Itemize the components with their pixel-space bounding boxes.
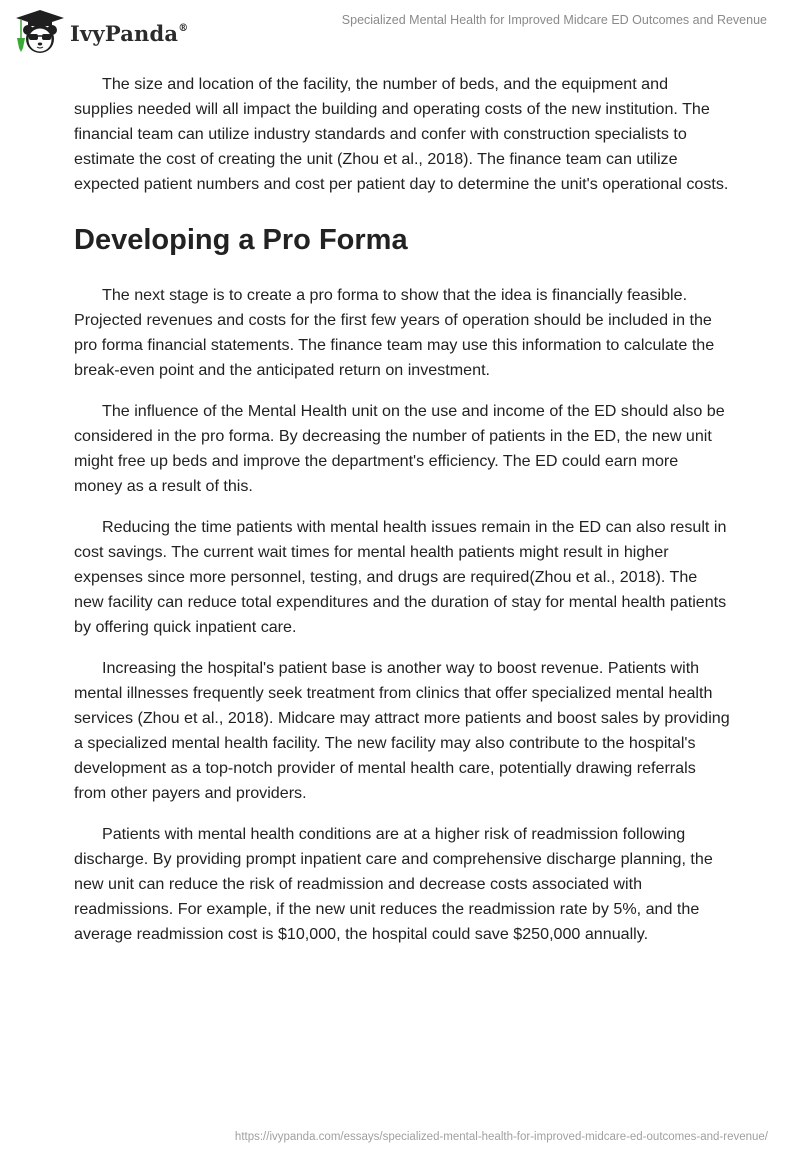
page-header	[0, 0, 800, 60]
source-url[interactable]: https://ivypanda.com/essays/specialized-mental-health-for-improved-midcare-ed-outcomes-and-revenue/	[234, 1131, 768, 1143]
brand-name: IvyPanda®	[70, 20, 189, 46]
document-title: Specialized Mental Health for Improved Midcare ED Outcomes and Revenue	[341, 13, 767, 27]
panda-graduate-icon	[14, 8, 66, 56]
paragraph: The next stage is to create a pro forma to show that the idea is financially feasible. Projected revenues and costs for the first few years of operation should be included in the pro forma financial statements. The finance team may use this information to calculate the break-even point and the anticipated return on investment.	[74, 286, 715, 379]
paragraph: The size and location of the facility, the number of beds, and the equipment and supplies needed will all impact the building and operating costs of the new institution. The financial team can utilize industry standards and confer with construction specialists to estimate the cost of creating the unit (Zhou et al., 2018). The finance team can utilize expected patient numbers and cost per patient day to determine the unit's operational costs.	[74, 75, 729, 193]
paragraph: Patients with mental health conditions are at a higher risk of readmission following discharge. By providing prompt inpatient care and comprehensive discharge planning, the new unit can reduce the risk of readmission and decrease costs associated with readmissions. For example, if the new unit reduces the readmission rate by 5%, and the average readmission cost is $10,000, the hospital could save $250,000 annually.	[74, 825, 713, 943]
paragraph: The influence of the Mental Health unit on the use and income of the ED should also be considered in the pro forma. By decreasing the number of patients in the ED, the new unit might free up beds and improve the department's efficiency. The ED could earn more money as a result of this.	[74, 402, 725, 495]
ivypanda-logo[interactable]	[14, 8, 188, 56]
essay-content	[74, 72, 730, 963]
section-heading: Developing a Pro Forma	[74, 224, 408, 256]
paragraph: Increasing the hospital's patient base is another way to boost revenue. Patients with mental illnesses frequently seek treatment from clinics that offer specialized mental health services (Zhou et al., 2018). Midcare may attract more patients and boost sales by providing a specialized mental health facility. The new facility may also contribute to the hospital's development as a top-notch provider of mental health care, potentially drawing referrals from other payers and providers.	[74, 659, 730, 802]
paragraph: Reducing the time patients with mental health issues remain in the ED can also result in cost savings. The current wait times for mental health patients might result in higher expenses since more personnel, testing, and drugs are required(Zhou et al., 2018). The new facility can reduce total expenditures and the duration of stay for mental health patients by offering quick inpatient care.	[74, 518, 727, 636]
